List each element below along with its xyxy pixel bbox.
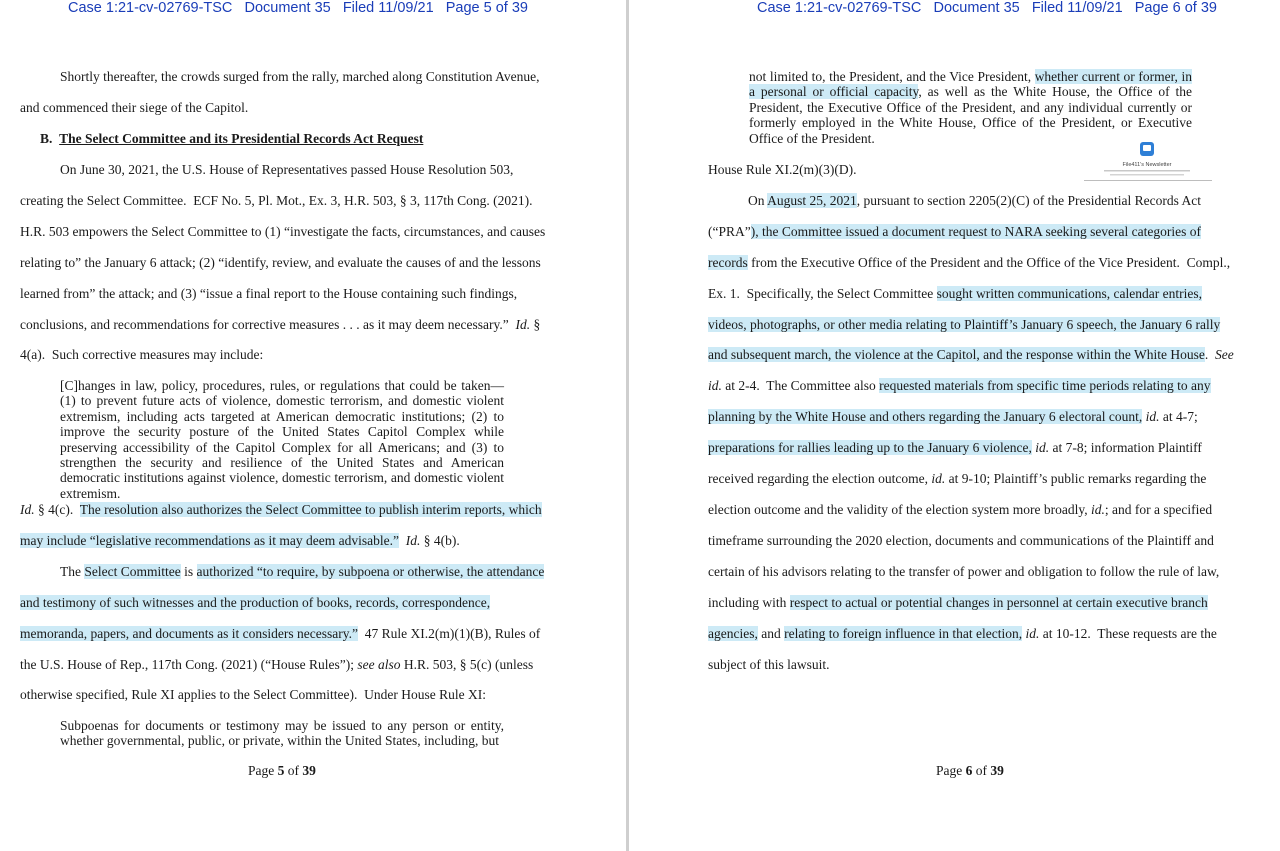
section-heading (40, 131, 423, 147)
text-line: 4(a). Such corrective measures may include: (20, 347, 264, 362)
highlight: and subsequent march, the violence at the Capitol, and the response within the White House (708, 347, 1205, 362)
text-line: relating to” the January 6 attack; (2) “identify, review, and evaluate the causes of and the lessons (20, 255, 541, 270)
document-page-6 (629, 0, 1280, 851)
text-line: planning by the White House and others regarding the January 6 electoral count, id. at 4-7; (708, 409, 1198, 424)
highlight: memoranda, papers, and documents as it considers necessary.” (20, 626, 359, 641)
text-line: On June 30, 2021, the U.S. House of Representatives passed House Resolution 503, (60, 162, 514, 177)
text-line: otherwise specified, Rule XI applies to the Select Committee). Under House Rule XI: (20, 687, 487, 702)
text-line: House Rule XI.2(m)(3)(D). (708, 162, 857, 177)
text-line: and commenced their siege of the Capitol. (20, 100, 249, 115)
highlight: requested materials from specific time periods relating to any (879, 378, 1211, 393)
text-line: On August 25, 2021, pursuant to section 2205(2)(C) of the Presidential Records Act (748, 193, 1201, 208)
highlight: videos, photographs, or other media relating to Plaintiff’s January 6 speech, the January 6 rally (708, 317, 1221, 332)
text-line: id. at 2-4. The Committee also requested materials from specific time periods relating to any (708, 378, 1211, 393)
text-line: certain of his advisors relating to the transfer of power and obligation to follow the rule of law, (708, 564, 1220, 579)
text-line: the U.S. House of Rep., 117th Cong. (2021) (“House Rules”); see also H.R. 503, § 5(c) (unless (20, 657, 534, 672)
highlight: records (708, 255, 748, 270)
text-line: Id. § 4(c). The resolution also authorizes the Select Committee to publish interim reports, which (20, 502, 542, 517)
text-line: agencies, and relating to foreign influence in that election, id. at 10-12. These requests are the (708, 626, 1217, 641)
highlight: preparations for rallies leading up to the January 6 violence, (708, 440, 1032, 455)
highlight: authorized “to require, by subpoena or otherwise, the attendance (196, 564, 545, 579)
highlight: ), the Committee issued a document request to NARA seeking several categories of (750, 224, 1202, 239)
block-quote: not limited to, the President, and the Vice President, whether current or former, in a personal or official capacity, as well as the White House, the Office of the President, the Executive Office of the President, and any individual currently or formerly employed in the White House, Office of the President, or Executive Office of the President. (749, 69, 1193, 146)
text-line: memoranda, papers, and documents as it considers necessary.” 47 Rule XI.2(m)(1)(B), Rules of (20, 626, 541, 641)
highlight: August 25, 2021 (767, 193, 857, 208)
page-header: Case 1:21-cv-02769-TSC Document 35 Filed 11/09/21 Page 6 of 39 (757, 0, 1217, 16)
block-quote: [C]hanges in law, policy, procedures, rules, or regulations that could be taken—(1) to prevent future acts of violence, domestic terrorism, and domestic violent extremism, including acts targeted at American democratic institutions; (2) to improve the security posture of the United States Capitol Complex while preserving accessibility of the Capitol Complex for all Americans; and (3) to strengthen the security and resilience of the United States and American democratic institutions against violence, domestic terrorism, and domestic violent extremism. (60, 378, 504, 501)
highlight: whether current or former, in a personal or official capacity (749, 69, 1193, 100)
text-line: (“PRA”), the Committee issued a document request to NARA seeking several categories of (708, 224, 1202, 239)
newsletter-logo (1084, 140, 1212, 182)
document-page-5 (0, 0, 626, 851)
text-line: subject of this lawsuit. (708, 657, 830, 672)
text-line: records from the Executive Office of the President and the Office of the Vice President. Compl., (708, 255, 1231, 270)
text-line: received regarding the election outcome, id. at 9-10; Plaintiff’s public remarks regarding the (708, 471, 1207, 486)
text-line (20, 595, 490, 611)
text-line: and subsequent march, the violence at the Capitol, and the response within the White House. See (708, 347, 1234, 362)
page-footer: Page 6 of 39 (936, 763, 1004, 778)
highlight: The resolution also authorizes the Select Committee to publish interim reports, which (79, 502, 542, 517)
newsletter-label: File411's Newsletter (1122, 162, 1172, 168)
text-line: Shortly thereafter, the crowds surged from the rally, marched along Constitution Avenue, (60, 69, 540, 84)
heading-letter: B. (40, 131, 53, 146)
text-line: The Select Committee is authorized “to require, by subpoena or otherwise, the attendance (60, 564, 545, 579)
text-line: timeframe surrounding the 2020 election, documents and communications of the Plaintiff and (708, 533, 1214, 548)
text-line: Ex. 1. Specifically, the Select Committee sought written communications, calendar entries, (708, 286, 1203, 301)
page-header: Case 1:21-cv-02769-TSC Document 35 Filed 11/09/21 Page 5 of 39 (68, 0, 528, 16)
highlight: planning by the White House and others regarding the January 6 electoral count, (708, 409, 1143, 424)
page-footer: Page 5 of 39 (248, 763, 316, 778)
text-line: conclusions, and recommendations for corrective measures . . . as it may deem necessary.” Id. § (20, 317, 541, 332)
text-line: election outcome and the validity of the election system more broadly, id.; and for a specified (708, 502, 1213, 517)
text-line: including with respect to actual or potential changes in personnel at certain executive branch (708, 595, 1208, 610)
block-quote: Subpoenas for documents or testimony may be issued to any person or entity, whether governmental, public, or private, within the United States, including, but (60, 718, 504, 749)
heading-title: The Select Committee and its Presidential Records Act Request (59, 131, 424, 146)
highlight: relating to foreign influence in that election, (784, 626, 1023, 641)
highlight: may include “legislative recommendations as it may deem advisable.” (20, 533, 399, 548)
text-line: creating the Select Committee. ECF No. 5, Pl. Mot., Ex. 3, H.R. 503, § 3, 117th Cong. (2021). (20, 193, 533, 208)
highlight: sought written communications, calendar entries, (936, 286, 1203, 301)
text-line (708, 317, 1220, 333)
text-line: learned from” the attack; and (3) “issue a final report to the House containing such findings, (20, 286, 518, 301)
highlight: respect to actual or potential changes in personnel at certain executive branch (789, 595, 1208, 610)
text-line: H.R. 503 empowers the Select Committee to (1) “investigate the facts, circumstances, and causes (20, 224, 546, 239)
highlight: and testimony of such witnesses and the production of books, records, correspondence, (20, 595, 491, 610)
highlight: Select Committee (84, 564, 181, 579)
text-line: preparations for rallies leading up to the January 6 violence, id. at 7-8; information Plaintiff (708, 440, 1202, 455)
text-line: may include “legislative recommendations as it may deem advisable.” Id. § 4(b). (20, 533, 460, 548)
highlight: agencies, (708, 626, 758, 641)
